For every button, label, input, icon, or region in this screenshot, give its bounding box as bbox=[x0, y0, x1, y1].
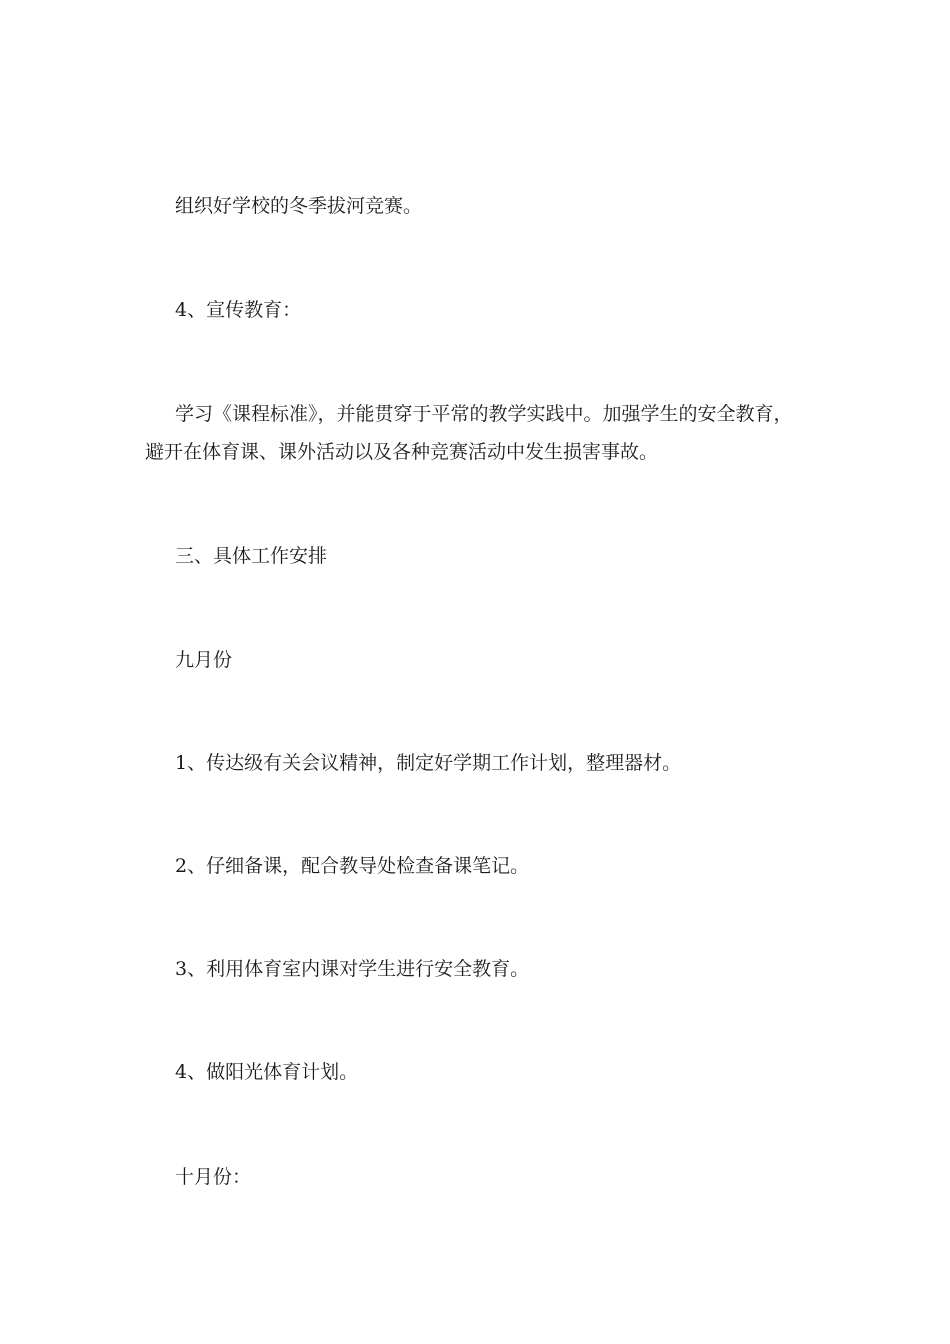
heading-work-arrangement: 三、具体工作安排 bbox=[175, 545, 328, 567]
heading-publicity-education: 4、宣传教育： bbox=[175, 299, 302, 321]
list-item-september-1: 1、传达级有关会议精神，制定好学期工作计划，整理器材。 bbox=[175, 752, 682, 774]
paragraph-curriculum-safety: 学习《课程标准》，并能贯穿于平常的教学实践中。加强学生的安全教育，避开在体育课、课外活动以及各种竞赛活动中发生损害事故。 bbox=[145, 403, 793, 463]
heading-september: 九月份 bbox=[175, 649, 233, 671]
list-item-september-3: 3、利用体育室内课对学生进行安全教育。 bbox=[175, 958, 530, 980]
heading-october: 十月份： bbox=[175, 1166, 252, 1188]
paragraph-tug-of-war: 组织好学校的冬季拔河竞赛。 bbox=[175, 195, 423, 217]
list-item-september-2: 2、仔细备课，配合教导处检查备课笔记。 bbox=[175, 855, 530, 877]
list-item-september-4: 4、做阳光体育计划。 bbox=[175, 1061, 359, 1083]
